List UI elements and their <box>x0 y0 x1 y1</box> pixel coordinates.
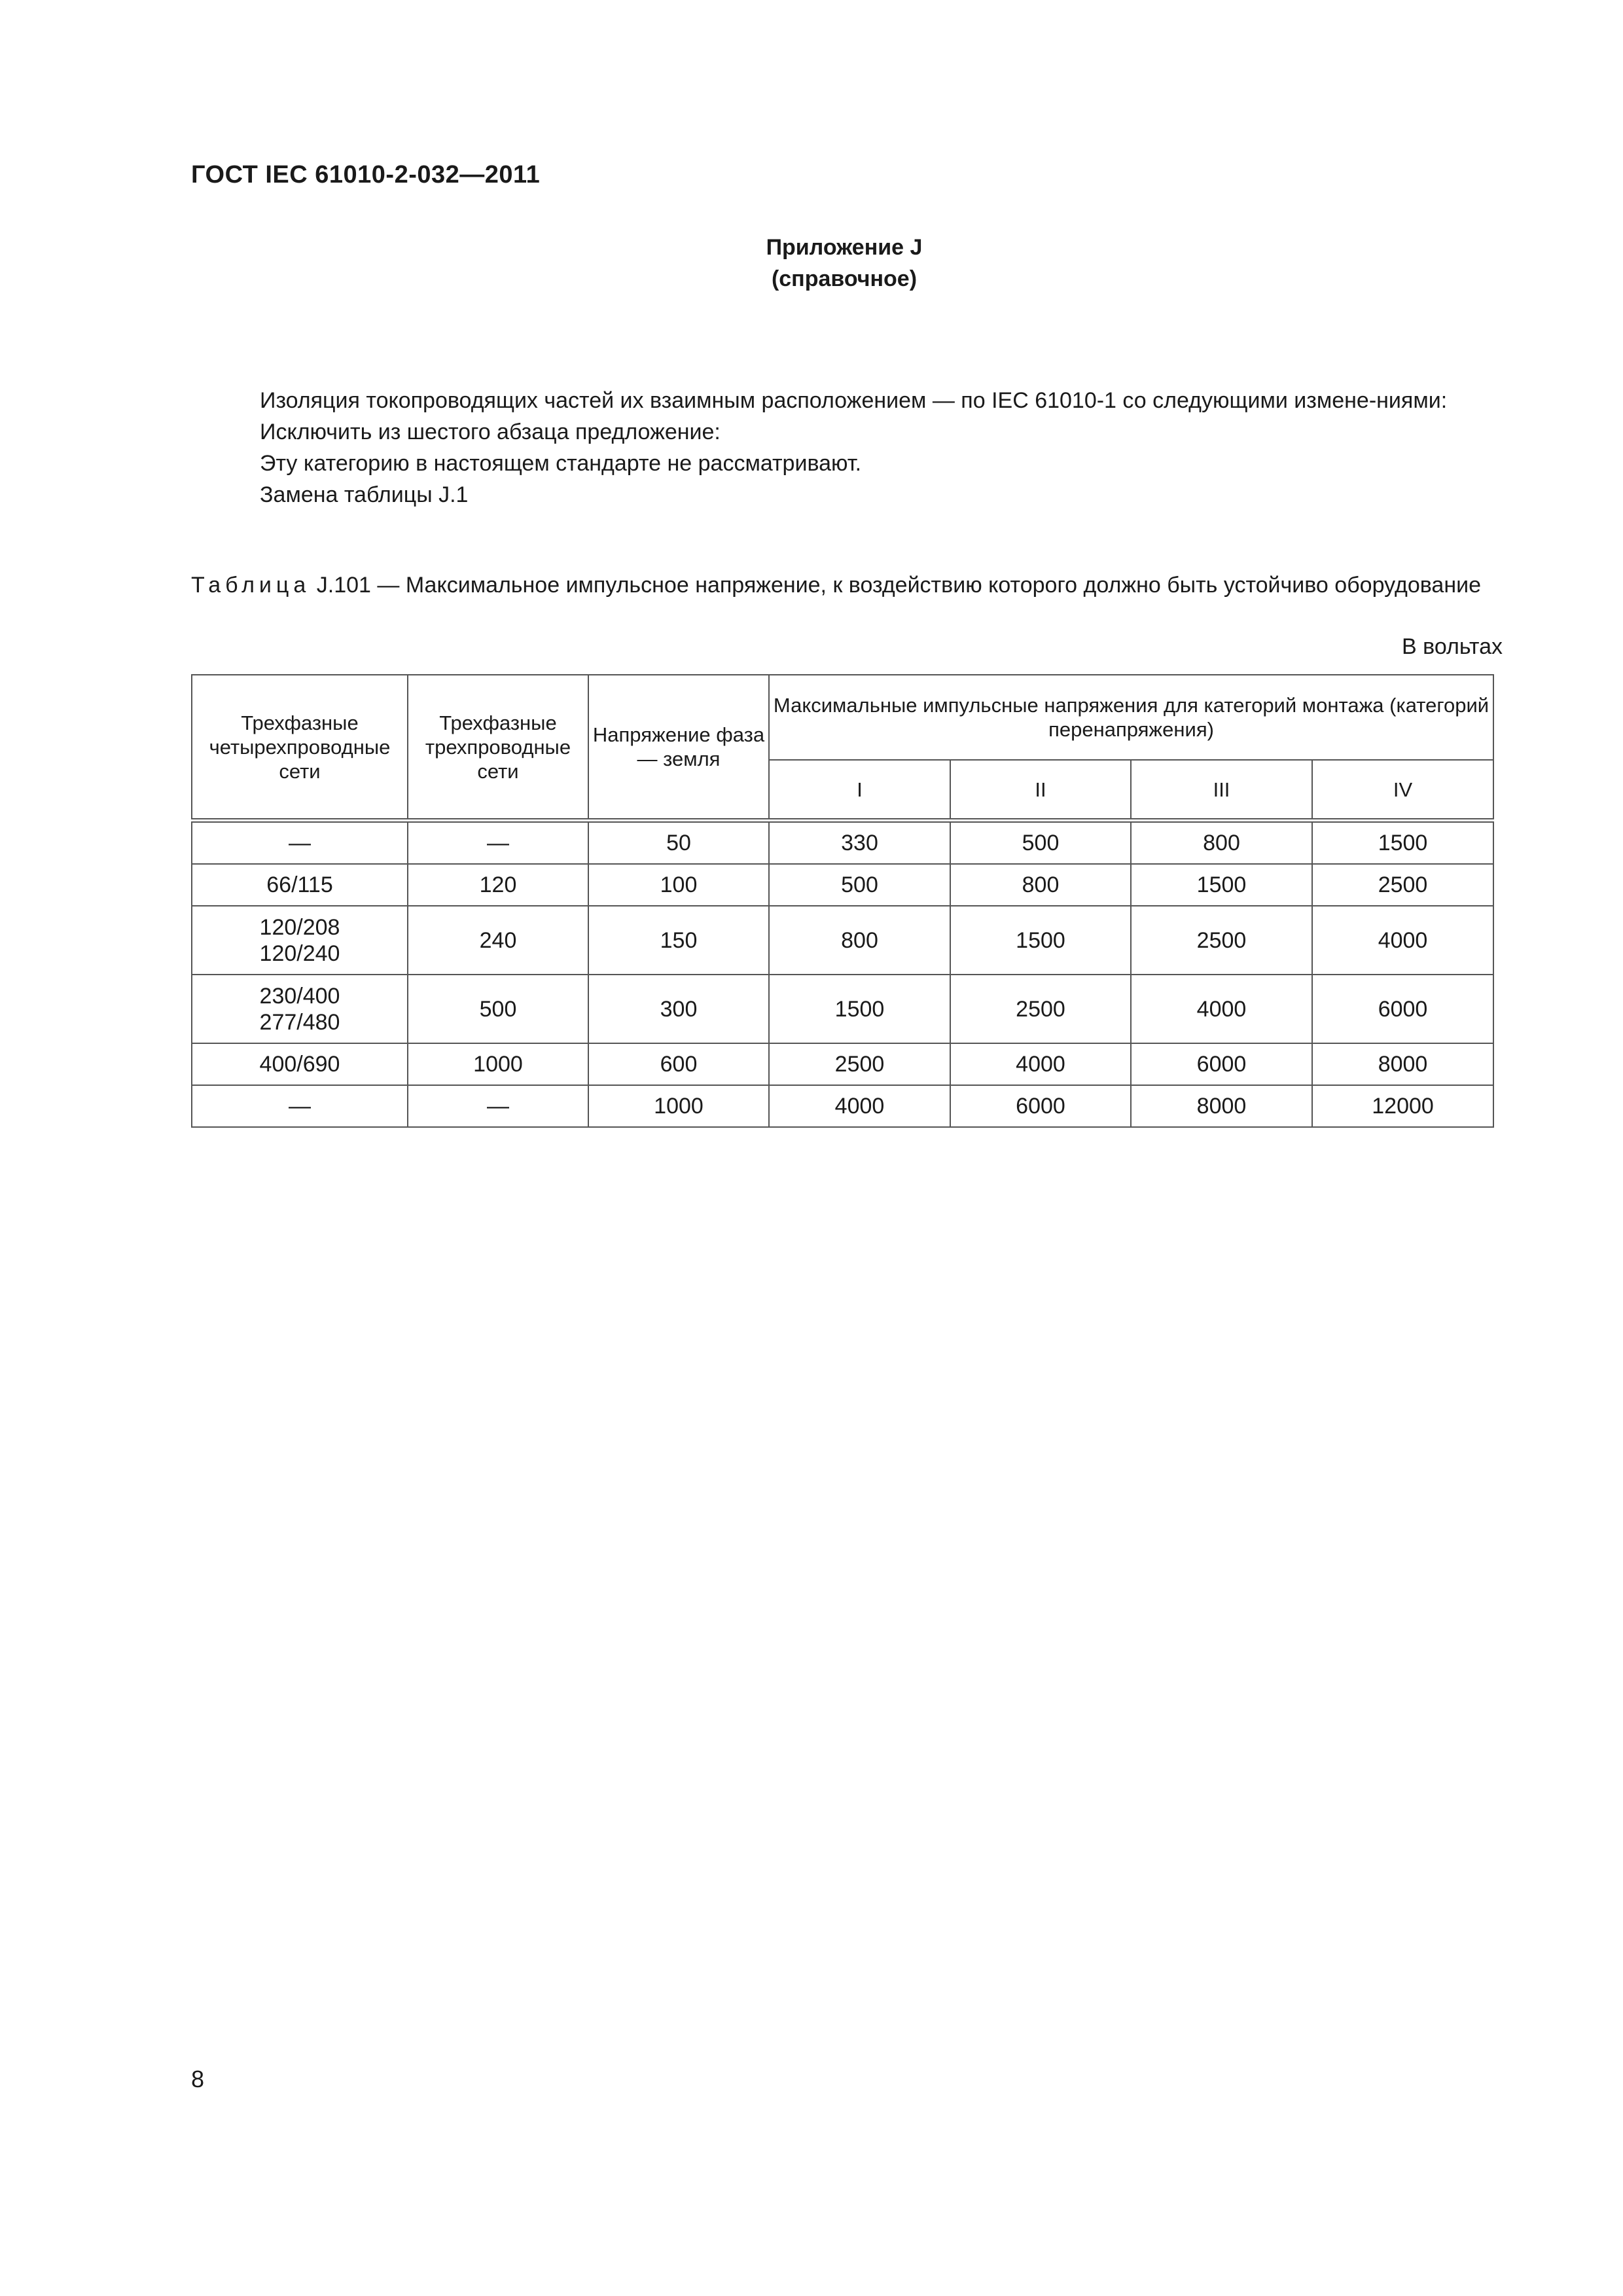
table-cell: 500 <box>950 821 1131 865</box>
table-cell: 1500 <box>950 906 1131 975</box>
table-cell: 8000 <box>1312 1043 1493 1085</box>
table-cell: 120/208 120/240 <box>192 906 408 975</box>
paragraph-category: Эту категорию в настоящем стандарте не рассматривают. <box>260 451 862 476</box>
table-cell: 2500 <box>1312 864 1493 906</box>
table-cell: 100 <box>588 864 769 906</box>
table-cell: — <box>408 821 588 865</box>
annex-subtitle: (справочное) <box>771 266 918 291</box>
header-category-iii: III <box>1131 760 1312 821</box>
table-cell: 300 <box>588 975 769 1043</box>
paragraph-isolation: Изоляция токопроводящих частей их взаимным расположением — по IEC 61010-1 со следующими измене-ниями: <box>260 388 1448 413</box>
table-cell: 8000 <box>1131 1085 1312 1127</box>
table-caption-text: J.101 — Максимальное импульсное напряжение, к воздействию которого должно быть устойчиво оборудование <box>310 573 1481 598</box>
header-category-iv: IV <box>1312 760 1493 821</box>
table-cell: 1000 <box>588 1085 769 1127</box>
table-row <box>192 1085 1493 1127</box>
table-row <box>192 975 1493 1043</box>
header-four-wire: Трехфазные четырехпроводные сети <box>192 675 408 821</box>
table-cell: 66/115 <box>192 864 408 906</box>
table-cell: 800 <box>950 864 1131 906</box>
table-caption <box>191 569 1503 601</box>
annex-title: Приложение J <box>766 235 923 260</box>
table-row <box>192 821 1493 865</box>
table-row <box>192 906 1493 975</box>
table-cell: 1500 <box>1131 864 1312 906</box>
table-cell: 4000 <box>950 1043 1131 1085</box>
header-phase-earth: Напряжение фаза — земля <box>588 675 769 821</box>
table-cell: 800 <box>1131 821 1312 865</box>
table-cell: 2500 <box>1131 906 1312 975</box>
table-cell: 6000 <box>1131 1043 1312 1085</box>
voltage-table <box>191 674 1494 1128</box>
header-category-ii: II <box>950 760 1131 821</box>
table-cell: 2500 <box>769 1043 950 1085</box>
table-caption-label: Таблица <box>191 573 311 598</box>
body-text <box>191 385 1503 511</box>
table-cell: 600 <box>588 1043 769 1085</box>
header-category-i: I <box>769 760 950 821</box>
table-cell: — <box>408 1085 588 1127</box>
table-cell: 6000 <box>1312 975 1493 1043</box>
page-number: 8 <box>191 2066 205 2092</box>
table-cell: 800 <box>769 906 950 975</box>
table-cell: 4000 <box>769 1085 950 1127</box>
table-row <box>192 864 1493 906</box>
document-header: ГОСТ IEC 61010-2-032—2011 <box>191 161 541 188</box>
table-cell: 4000 <box>1131 975 1312 1043</box>
table-cell: 240 <box>408 906 588 975</box>
table-cell: 1000 <box>408 1043 588 1085</box>
table-cell: 120 <box>408 864 588 906</box>
table-cell: 330 <box>769 821 950 865</box>
table-cell: 500 <box>769 864 950 906</box>
table-cell: 4000 <box>1312 906 1493 975</box>
paragraph-exclude: Исключить из шестого абзаца предложение: <box>260 420 721 444</box>
table-cell: 6000 <box>950 1085 1131 1127</box>
header-max-impulse: Максимальные импульсные напряжения для категорий монтажа (категорий перенапряжения) <box>769 675 1493 760</box>
table-cell: 230/400 277/480 <box>192 975 408 1043</box>
paragraph-replace: Замена таблицы J.1 <box>260 482 469 507</box>
table-cell: 1500 <box>1312 821 1493 865</box>
table-cell: — <box>192 821 408 865</box>
table-cell: 2500 <box>950 975 1131 1043</box>
table-cell: 12000 <box>1312 1085 1493 1127</box>
header-three-wire: Трехфазные трехпроводные сети <box>408 675 588 821</box>
table-cell: 400/690 <box>192 1043 408 1085</box>
annex-title-block <box>0 232 1623 295</box>
table-units: В вольтах <box>1402 634 1503 659</box>
table-cell: 500 <box>408 975 588 1043</box>
table-cell: 1500 <box>769 975 950 1043</box>
table-row <box>192 1043 1493 1085</box>
table-cell: 150 <box>588 906 769 975</box>
table-cell: 50 <box>588 821 769 865</box>
table-cell: — <box>192 1085 408 1127</box>
